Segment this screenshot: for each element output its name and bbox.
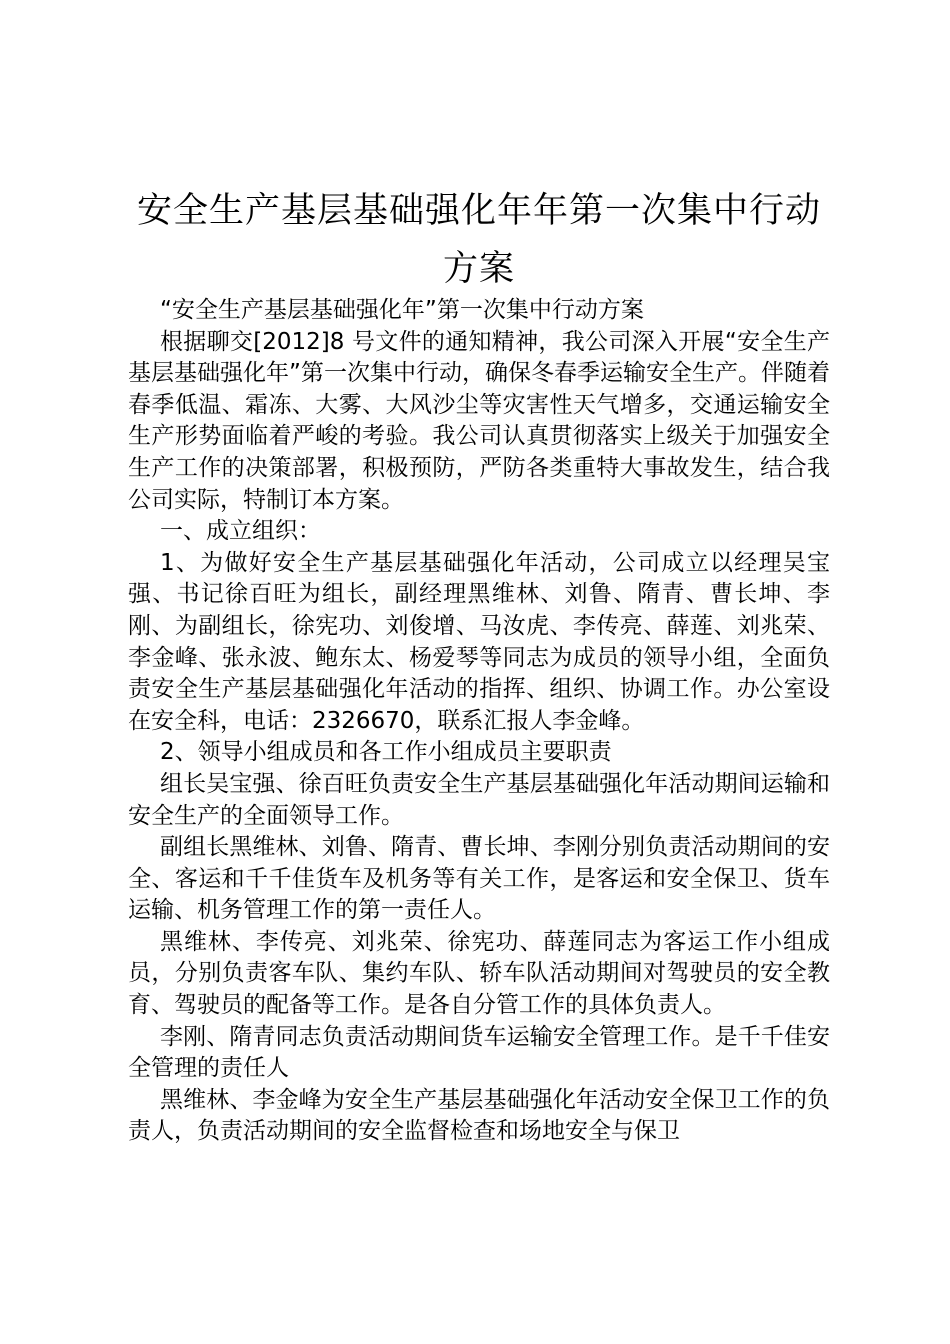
subtitle-paragraph: “安全生产基层基础强化年”第一次集中行动方案 [160, 297, 644, 323]
section-heading: 一、成立组织： [160, 518, 321, 545]
document-title: 安全生产基层基础强化年年第一次集中行动方案 [136, 191, 821, 289]
body-paragraph: 黑维林、李传亮、刘兆荣、徐宪功、薛莲同志为客运工作小组成员，分别负责客车队、集约车队、轿车队活动期间对驾驶员的安全教育、驾驶员的配备等工作。是各自分管工作的具体负责人。 [128, 928, 830, 1019]
intro-paragraph: 根据聊交[2012]8 号文件的通知精神，我公司深入开展“安全生产基层基础强化年”第一次集中行动，确保冬春季运输安全生产。伴随着春季低温、霜冻、大雾、大风沙尘等灾害性天气增多，交通运输安全生产形势面临着严峻的考验。我公司认真贯彻落实上级关于加强安全生产工作的决策部署，积极预防，严防各类重特大事故发生，结合我公司实际，特制订本方案。 [128, 328, 830, 513]
subsection-heading: 2、领导小组成员和各工作小组成员主要职责 [160, 739, 612, 766]
body-paragraph: 副组长黑维林、刘鲁、隋青、曹长坤、李刚分别负责活动期间的安全、客运和千千佳货车及机务等有关工作，是客运和安全保卫、货车运输、机务管理工作的第一责任人。 [128, 834, 830, 924]
body-paragraph: 组长吴宝强、徐百旺负责安全生产基层基础强化年活动期间运输和安全生产的全面领导工作。 [128, 770, 830, 829]
body-paragraph: 黑维林、李金峰为安全生产基层基础强化年活动安全保卫工作的负责人，负责活动期间的安全监督检查和场地安全与保卫 [128, 1086, 830, 1145]
document-body [128, 295, 830, 1148]
body-paragraph: 1、为做好安全生产基层基础强化年活动，公司成立以经理吴宝强、书记徐百旺为组长，副经理黑维林、刘鲁、隋青、曹长坤、李刚、为副组长，徐宪功、刘俊增、马汝虎、李传亮、薛莲、刘兆荣、李金峰、张永波、鲍东太、杨爱琴等同志为成员的领导小组，全面负责安全生产基层基础强化年活动的指挥、组织、协调工作。办公室设在安全科，电话：2326670，联系汇报人李金峰。 [128, 549, 830, 734]
body-paragraph: 李刚、隋青同志负责活动期间货车运输安全管理工作。是千千佳安全管理的责任人 [128, 1023, 830, 1082]
